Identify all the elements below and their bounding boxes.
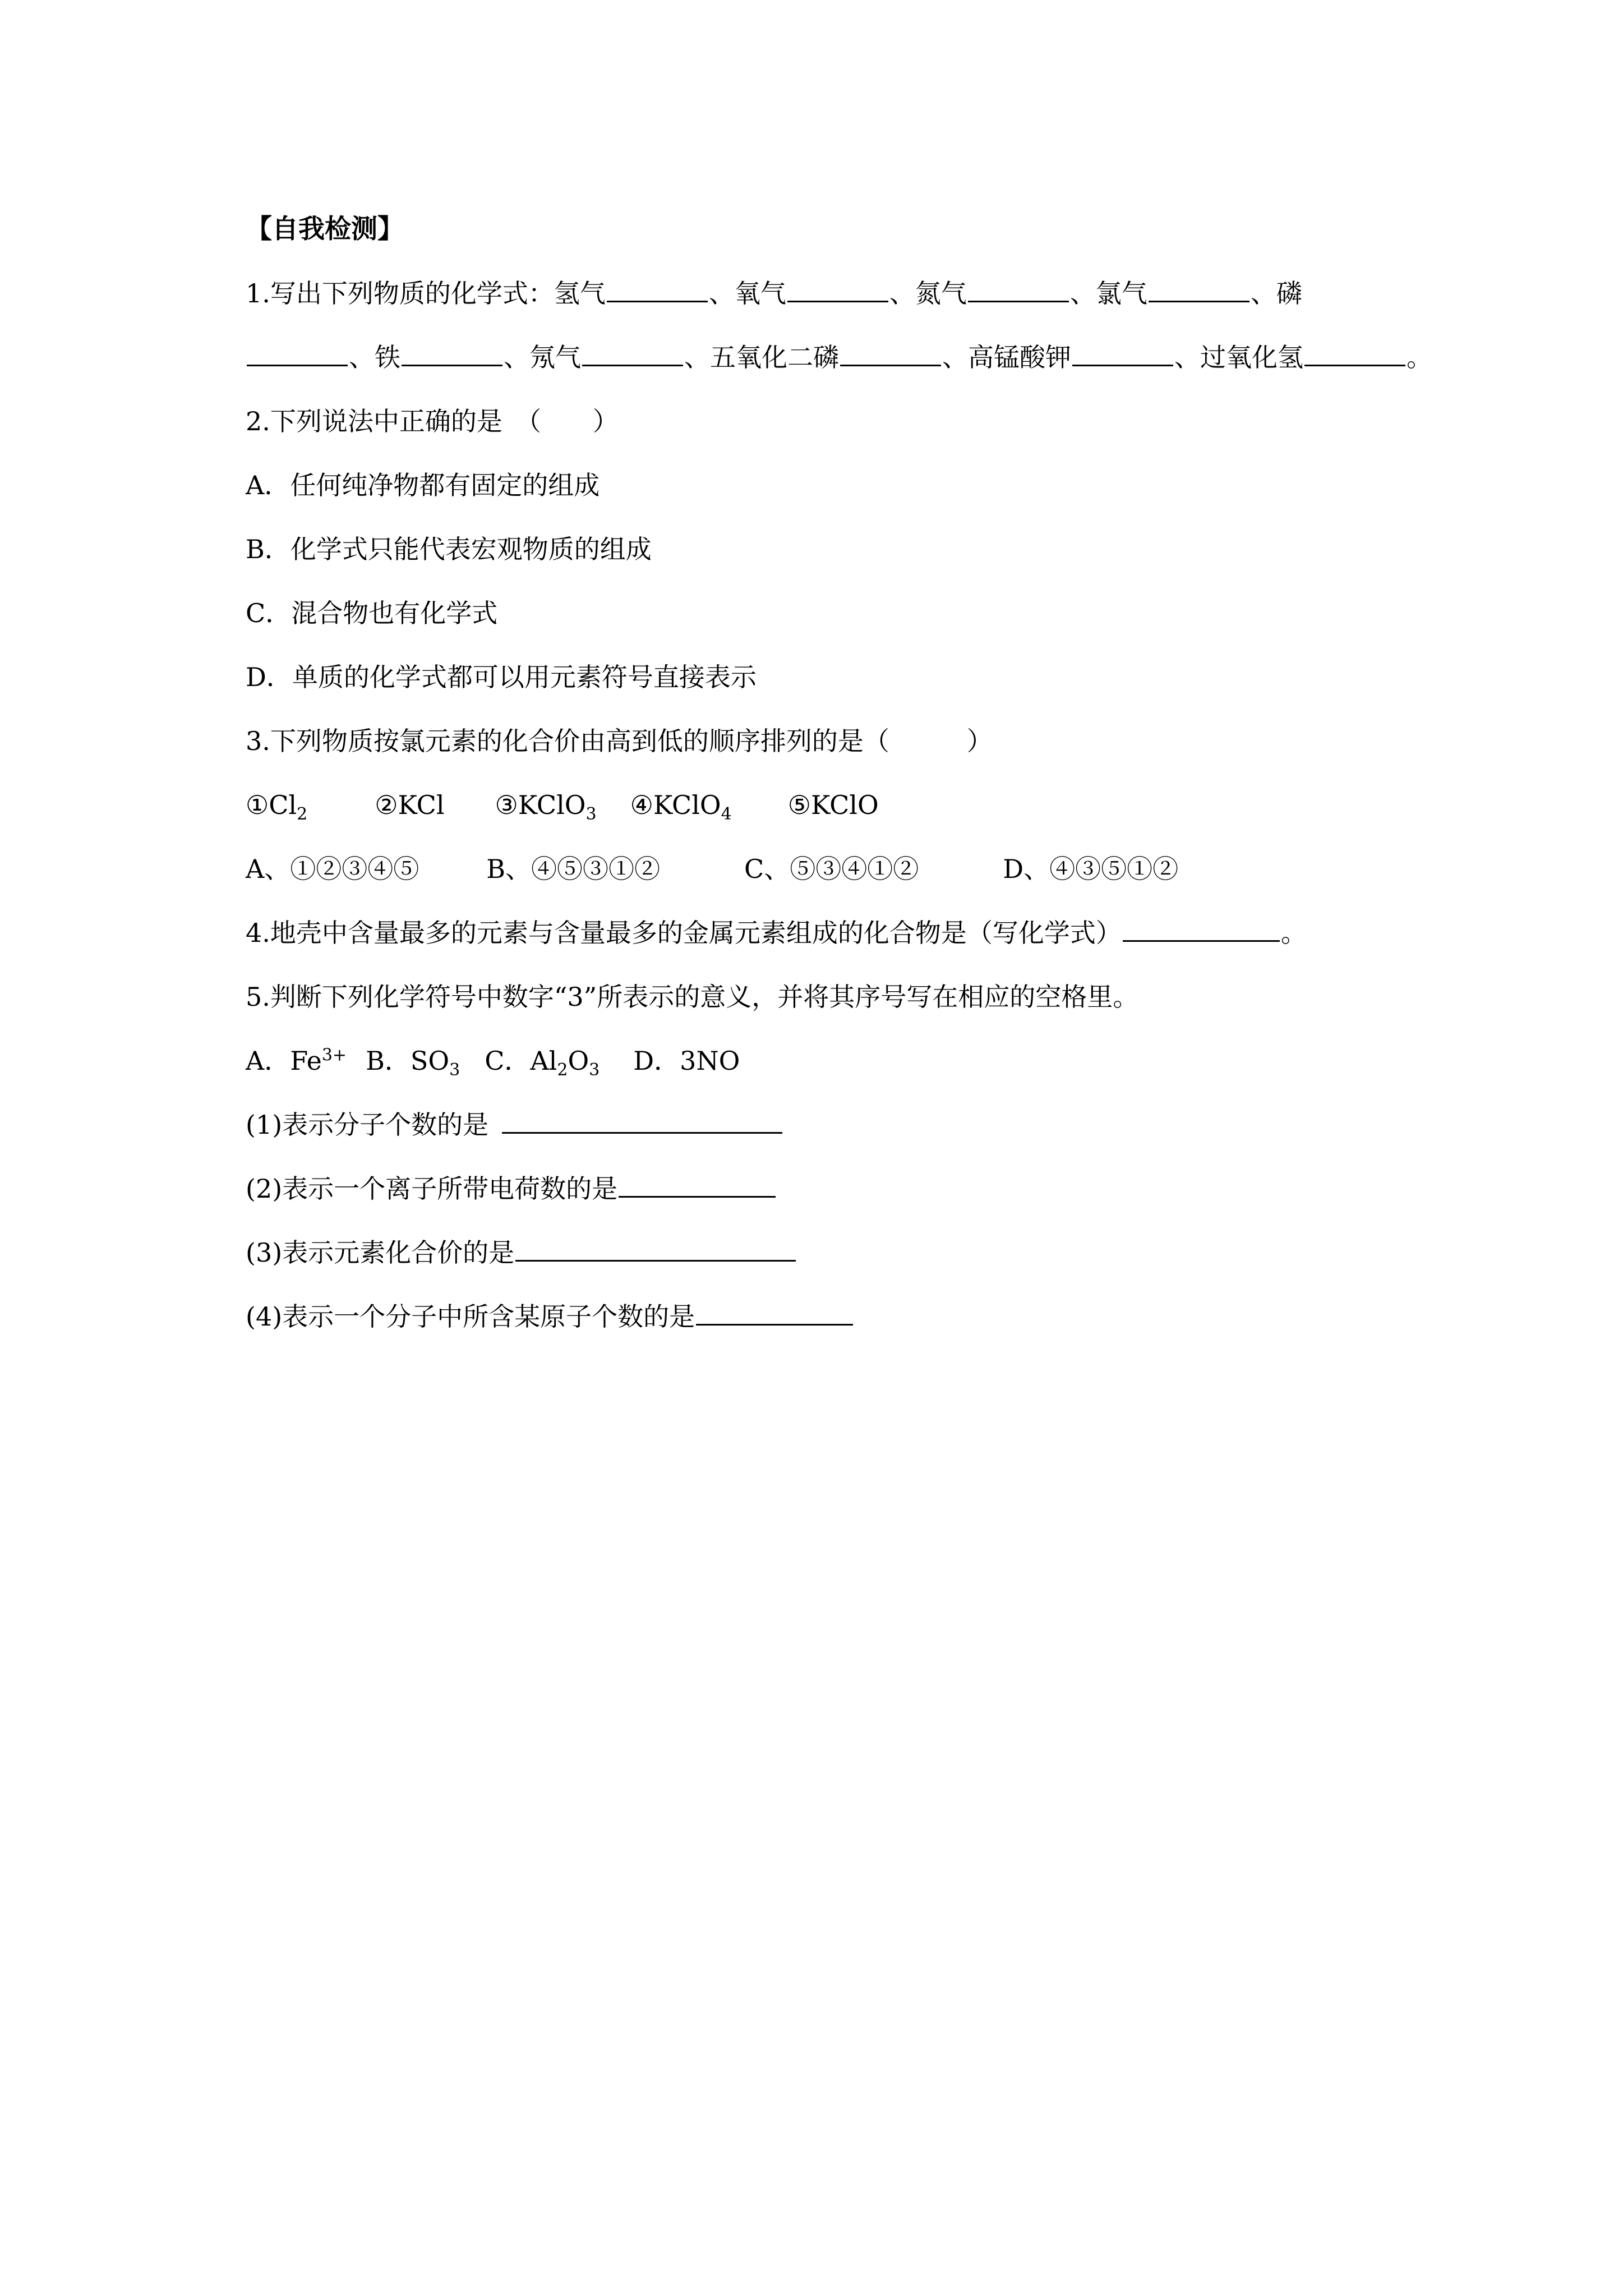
answer-blank[interactable] — [1072, 340, 1173, 366]
answer-blank[interactable] — [840, 340, 941, 366]
question-5-stem: 5.判断下列化学符号中数字“3”所表示的意义，并将其序号写在相应的空格里。 — [246, 982, 1139, 1012]
q5-choice-b: B．$SO_3$ — [366, 1046, 460, 1080]
q5-choice-c: C．$Al_2O_3$ — [485, 1046, 600, 1080]
question-3-stem: 3.下列物质按氯元素的化合价由高到低的顺序排列的是（ ） — [246, 726, 993, 756]
answer-blank[interactable] — [696, 1299, 853, 1326]
q3-substance: ②KCl — [375, 790, 445, 820]
q5-part-2: (2)表示一个离子所带电荷数的是 — [246, 1170, 777, 1207]
q2-option-d: D．单质的化学式都可以用元素符号直接表示 — [246, 662, 757, 692]
answer-blank[interactable] — [607, 276, 708, 302]
answer-blank[interactable] — [1149, 276, 1249, 302]
q3-option-d: D、④③⑤①② — [1003, 854, 1179, 884]
section-title: 【自我检测】 — [246, 214, 404, 245]
q5-part-1: (1)表示分子个数的是 — [246, 1106, 783, 1143]
answer-blank[interactable] — [502, 1107, 782, 1134]
q3-substance: ⑤KClO — [787, 790, 879, 820]
question-1-line-2 — [246, 339, 1432, 376]
question-2-stem: 2.下列说法中正确的是 （ ） — [246, 406, 619, 436]
q3-options — [246, 850, 1178, 887]
q3-option-b: B、④⑤③①② — [486, 854, 661, 884]
q3-substance: ④KClO$_4$ — [630, 790, 732, 825]
q1-item: 、高锰酸钾 — [942, 342, 1071, 372]
q2-option-b: B．化学式只能代表宏观物质的组成 — [246, 534, 652, 564]
q1-end: 。 — [1407, 342, 1432, 372]
q1-item: 氢气 — [554, 278, 606, 309]
answer-blank[interactable] — [968, 276, 1069, 302]
question-4-stem: 4.地壳中含量最多的元素与含量最多的金属元素组成的化合物是（写化学式） — [246, 918, 1122, 948]
q5-part-4: (4)表示一个分子中所含某原子个数的是 — [246, 1298, 854, 1335]
q1-item: 、磷 — [1250, 278, 1302, 309]
q5-choice-a: A．$Fe^{3+}$ — [246, 1045, 347, 1076]
answer-blank[interactable] — [247, 340, 348, 366]
answer-blank[interactable] — [1123, 915, 1280, 942]
question-1-stem: 1.写出下列物质的化学式： — [246, 278, 554, 309]
q3-substance: ③KClO$_3$ — [495, 790, 597, 825]
q5-choice-d: D．3NO — [633, 1046, 740, 1076]
q4-end: 。 — [1280, 918, 1307, 948]
q1-item: 、氖气 — [504, 342, 581, 372]
q1-item: 、氧气 — [708, 278, 786, 309]
q1-item: 、氮气 — [889, 278, 967, 309]
question-4 — [246, 914, 1307, 951]
q3-substance: $①Cl_2$ — [246, 790, 308, 825]
answer-blank[interactable] — [1304, 340, 1405, 366]
q3-substances — [246, 786, 879, 823]
q2-option-a: A．任何纯净物都有固定的组成 — [246, 470, 600, 500]
answer-blank[interactable] — [787, 276, 888, 302]
q1-item: 、五氧化二磷 — [684, 342, 839, 372]
q1-item: 、氯气 — [1069, 278, 1147, 309]
q2-option-c: C．混合物也有化学式 — [246, 598, 498, 628]
answer-blank[interactable] — [515, 1235, 796, 1262]
q5-choices — [246, 1042, 740, 1079]
answer-blank[interactable] — [582, 340, 683, 366]
answer-blank[interactable] — [619, 1171, 776, 1198]
q3-option-c: C、⑤③④①② — [744, 854, 919, 884]
q5-part-3: (3)表示元素化合价的是 — [246, 1234, 797, 1271]
q3-option-a: A、①②③④⑤ — [246, 854, 419, 884]
answer-blank[interactable] — [402, 340, 502, 366]
question-1-line-1 — [246, 275, 1302, 312]
q1-item: 、铁 — [349, 342, 400, 372]
q1-item: 、过氧化氢 — [1174, 342, 1303, 372]
